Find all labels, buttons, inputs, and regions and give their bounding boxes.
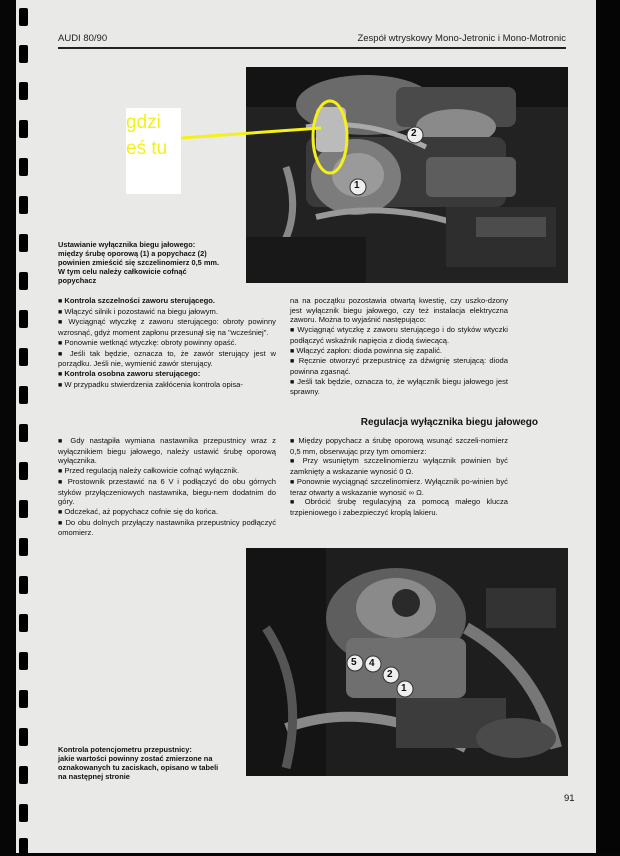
binding-holes: [16, 0, 30, 853]
bullet: ■: [58, 438, 66, 445]
caption-top-line-1: Ustawianie wyłącznika biegu jałowego:: [58, 240, 196, 249]
paragraph-text: Między popychacz a śrubę oporową wsunąć szczeli-nomierz 0,5 mm, obserwując przy tym omomierz:: [290, 436, 508, 456]
bullet: ■: [58, 350, 65, 358]
paragraph: [58, 369, 276, 380]
paragraph: [58, 296, 276, 307]
page-number: 91: [564, 793, 575, 804]
annotation-line-2: eś tu: [126, 138, 168, 159]
annotation-line-1: gdzi: [126, 112, 161, 133]
header-model: AUDI 80/90: [58, 33, 108, 44]
paragraph: [290, 325, 508, 345]
paragraph: [58, 307, 276, 318]
paragraph: [58, 518, 276, 538]
bullet: ■: [58, 298, 63, 305]
page-header: [58, 33, 566, 45]
bullet: ■: [290, 478, 295, 486]
caption-bottom-line-3: oznakowanych tu zaciskach, opisano w tabeli: [58, 763, 219, 772]
bullet: ■: [290, 347, 295, 355]
callout-2-bottom: 2: [387, 669, 393, 680]
callout-2-top: 2: [411, 128, 417, 139]
bullet: ■: [58, 381, 63, 389]
paragraph-text: W przypadku stwierdzenia zakłócenia kontrola opisa-: [64, 379, 243, 389]
callout-1-top: 1: [354, 180, 360, 191]
paragraph: [58, 380, 276, 391]
paragraph: [290, 477, 508, 497]
paragraph-text: Włączyć silnik i pozostawić na biegu jałowym.: [64, 306, 218, 316]
bullet: ■: [58, 319, 65, 327]
paragraph: [290, 456, 508, 476]
bullet: ■: [58, 339, 63, 347]
paragraph-text: Przy wsuniętym szczelinomierzu wyłącznik powinien być zamknięty a wskazanie wynosić 0 Ω.: [290, 456, 508, 477]
engine-photo-top-graphic: [246, 67, 568, 283]
bullet: ■: [290, 327, 295, 335]
paragraph: [58, 477, 276, 507]
callout-5: 5: [351, 657, 357, 668]
bullet: ■: [290, 378, 295, 386]
bullet: ■: [58, 508, 63, 516]
paragraph: [290, 346, 508, 357]
bullet: ■: [58, 370, 63, 378]
caption-top-line-3: powinien zmieścić się szczelinomierz 0,5 mm.: [58, 258, 220, 267]
paragraph: [58, 349, 276, 369]
paragraph-text: Jeśli tak będzie, oznacza to, że zawór sterujący jest w porządku. Jeśli nie, wymienić zawór sterujący.: [58, 348, 276, 369]
manual-page: [16, 0, 596, 853]
paragraph: [58, 466, 276, 477]
engine-photo-bottom-graphic: [246, 548, 568, 776]
paragraph-text: Ponownie wyciągnąć szczelinomierz. Wyłącznik po-winien być teraz otwarty a wskazanie wynosić ∞ Ω.: [290, 476, 508, 497]
paragraph: [290, 296, 508, 325]
caption-top: [58, 240, 238, 285]
caption-top-line-5: popychacz: [58, 276, 97, 285]
paragraph-text: Kontrola szczelności zaworu sterującego.: [64, 296, 216, 305]
bullet: ■: [58, 468, 63, 476]
paragraph: [290, 356, 508, 376]
caption-bottom: [58, 745, 243, 781]
paragraph-text: Przed regulacją należy całkowicie cofnąć wyłącznik.: [64, 466, 240, 476]
caption-top-line-2: między śrubę oporową (1) a popychacz (2): [58, 249, 207, 258]
caption-bottom-line-1: Kontrola potencjometru przepustnicy:: [58, 745, 192, 754]
caption-bottom-line-2: jakie wartości powinny zostać zmierzone na: [58, 754, 213, 763]
text-column-right-mid: [290, 436, 508, 518]
paragraph-text: Włączyć zapłon: dioda powinna się zapalić.: [296, 345, 442, 355]
callout-1-bottom: 1: [401, 683, 407, 694]
scan-edge: [596, 0, 620, 853]
paragraph-text: Prostownik przestawić na 6 V i podłączyć do obu górnych styków przyłączeniowych nastawnika, biegu-nem dodatnim do góry.: [58, 476, 276, 507]
engine-photo-bottom: [246, 548, 568, 776]
paragraph: [58, 338, 276, 349]
bullet: ■: [290, 458, 298, 466]
paragraph: [290, 497, 508, 517]
header-chapter: Zespół wtryskowy Mono-Jetronic i Mono-Motronic: [357, 33, 566, 44]
paragraph: [290, 377, 508, 397]
paragraph-text: Wyciągnąć wtyczkę z zaworu sterującego: obroty powinny wzrosnąć, gdyż moment zapłonu przesunął się na "wcześniej".: [58, 317, 276, 338]
text-column-right-top: [290, 296, 508, 397]
paragraph: [58, 436, 276, 466]
paragraph-text: Do obu dolnych przyłączy nastawnika przepustnicy podłączyć omomierz.: [58, 517, 276, 538]
caption-top-line-4: W tym celu należy całkowicie cofnąć: [58, 267, 187, 276]
paragraph-text: Ręcznie otworzyć przepustnicę za dźwignię sterującą: dioda powinna zgasnąć.: [290, 356, 508, 376]
annotation-arrow: [181, 120, 331, 150]
paragraph-text: Wyciągnąć wtyczkę z zaworu sterującego i do styków wtyczki podłączyć wskaźnik napięcia z diodą świecącą.: [290, 325, 508, 345]
paragraph-text: Obrócić śrubę regulacyjną za pomocą małego klucza trzpieniowego i zabezpieczyć kroplą lakieru.: [290, 497, 508, 517]
bullet: ■: [58, 478, 64, 486]
paragraph-text: Ponownie wetknąć wtyczkę: obroty powinny opaść.: [64, 337, 237, 347]
section-heading: Regulacja wyłącznika biegu jałowego: [360, 417, 538, 428]
paragraph-text: Gdy nastąpiła wymiana nastawnika przepustnicy wraz z wyłącznikiem biegu jałowego, należy ustawić śrubę oporową wyłącznika.: [58, 436, 276, 466]
bullet: ■: [290, 438, 296, 445]
paragraph-text: Jeśli tak będzie, oznacza to, że wyłącznik biegu jałowego jest sprawny.: [290, 376, 508, 397]
bullet: ■: [58, 308, 63, 316]
paragraph: [58, 507, 276, 518]
bullet: ■: [290, 499, 299, 507]
bullet: ■: [290, 358, 296, 366]
engine-photo-top: [246, 67, 568, 283]
annotation-note: [126, 108, 181, 194]
paragraph-text: Odczekać, aż popychacz cofnie się do końca.: [64, 506, 219, 516]
paragraph-text: Kontrola osobna zaworu sterującego:: [64, 368, 201, 378]
paragraph-text: na na początku pozostawia otwartą kwestię, czy uszko-dzony jest wyłącznik biegu jałowego, czy też instalacja elektryczna zaworu. Można to wyjaśnić następująco:: [290, 296, 508, 325]
header-rule: [58, 47, 566, 49]
paragraph: [290, 436, 508, 456]
text-column-left-mid: [58, 436, 276, 538]
paragraph: [58, 317, 276, 337]
callout-4: 4: [369, 658, 375, 669]
bullet: ■: [58, 519, 63, 527]
text-column-left-top: [58, 296, 276, 390]
caption-bottom-line-4: na następnej stronie: [58, 772, 130, 781]
